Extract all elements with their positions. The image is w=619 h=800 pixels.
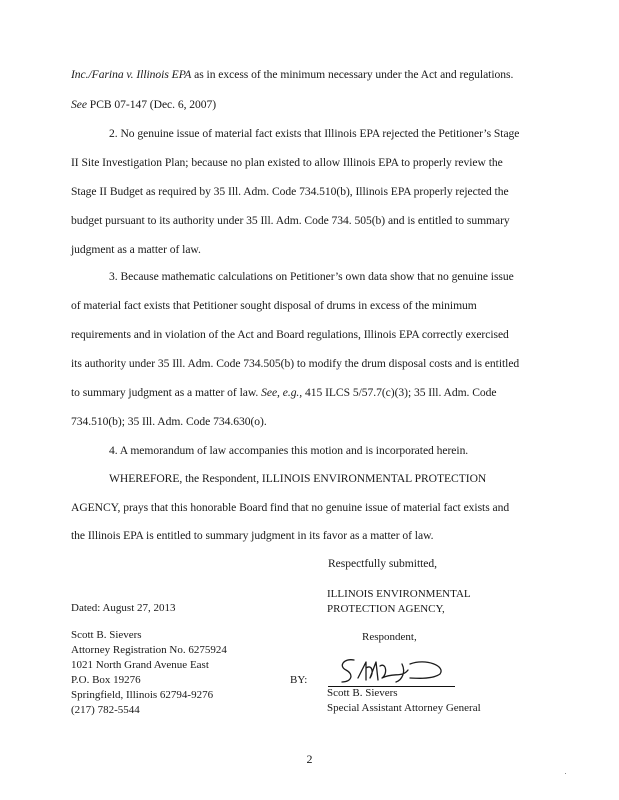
- body-line: Stage II Budget as required by 35 Ill. Adm. Code 734.510(b), Illinois EPA properly rejected the: [71, 185, 509, 198]
- body-line: judgment as a matter of law.: [71, 243, 201, 256]
- body-line: WHEREFORE, the Respondent, ILLINOIS ENVIRONMENTAL PROTECTION: [109, 472, 487, 485]
- signature-image: [336, 652, 456, 688]
- body-line: to summary judgment as a matter of law. See, e.g., 415 ILCS 5/57.7(c)(3); 35 Ill. Adm. Code: [71, 386, 497, 399]
- dated-line: Dated: August 27, 2013: [71, 602, 176, 614]
- scan-speck: [565, 773, 566, 774]
- body-line: 2. No genuine issue of material fact exists that Illinois EPA rejected the Petitioner’s Stage: [109, 127, 520, 140]
- body-line: II Site Investigation Plan; because no plan existed to allow Illinois EPA to properly review the: [71, 156, 503, 169]
- body-line: budget pursuant to its authority under 35 Ill. Adm. Code 734. 505(b) and is entitled to summary: [71, 214, 510, 227]
- respondent-label: Respondent,: [362, 631, 417, 643]
- body-line: 734.510(b); 35 Ill. Adm. Code 734.630(o).: [71, 415, 267, 428]
- respectfully-submitted: Respectfully submitted,: [328, 557, 437, 570]
- by-label: BY:: [290, 674, 308, 686]
- body-line: 4. A memorandum of law accompanies this motion and is incorporated herein.: [109, 444, 469, 457]
- body-line: Inc./Farina v. Illinois EPA as in excess of the minimum necessary under the Act and regulations.: [71, 68, 514, 81]
- body-line: See PCB 07-147 (Dec. 6, 2007): [71, 98, 217, 111]
- agency-name: ILLINOIS ENVIRONMENTAL PROTECTION AGENCY,: [327, 588, 471, 615]
- signer-block: Scott B. Sievers Special Assistant Attorney General: [327, 687, 481, 714]
- attorney-address-block: Scott B. Sievers Attorney Registration No. 6275924 1021 North Grand Avenue East P.O. Box 19276 Springfield, Illinois 62794-9276 (217) 782-5544: [71, 629, 227, 716]
- body-line: AGENCY, prays that this honorable Board find that no genuine issue of material fact exists and: [71, 501, 510, 514]
- page-number: 2: [306, 752, 313, 766]
- body-line: of material fact exists that Petitioner sought disposal of drums in excess of the minimum: [71, 299, 477, 312]
- body-line: requirements and in violation of the Act and Board regulations, Illinois EPA correctly exercised: [71, 328, 509, 341]
- body-line: the Illinois EPA is entitled to summary judgment in its favor as a matter of law.: [71, 529, 434, 542]
- body-line: 3. Because mathematic calculations on Petitioner’s own data show that no genuine issue: [109, 270, 514, 283]
- body-line: its authority under 35 Ill. Adm. Code 734.505(b) to modify the drum disposal costs and is entitled: [71, 357, 520, 370]
